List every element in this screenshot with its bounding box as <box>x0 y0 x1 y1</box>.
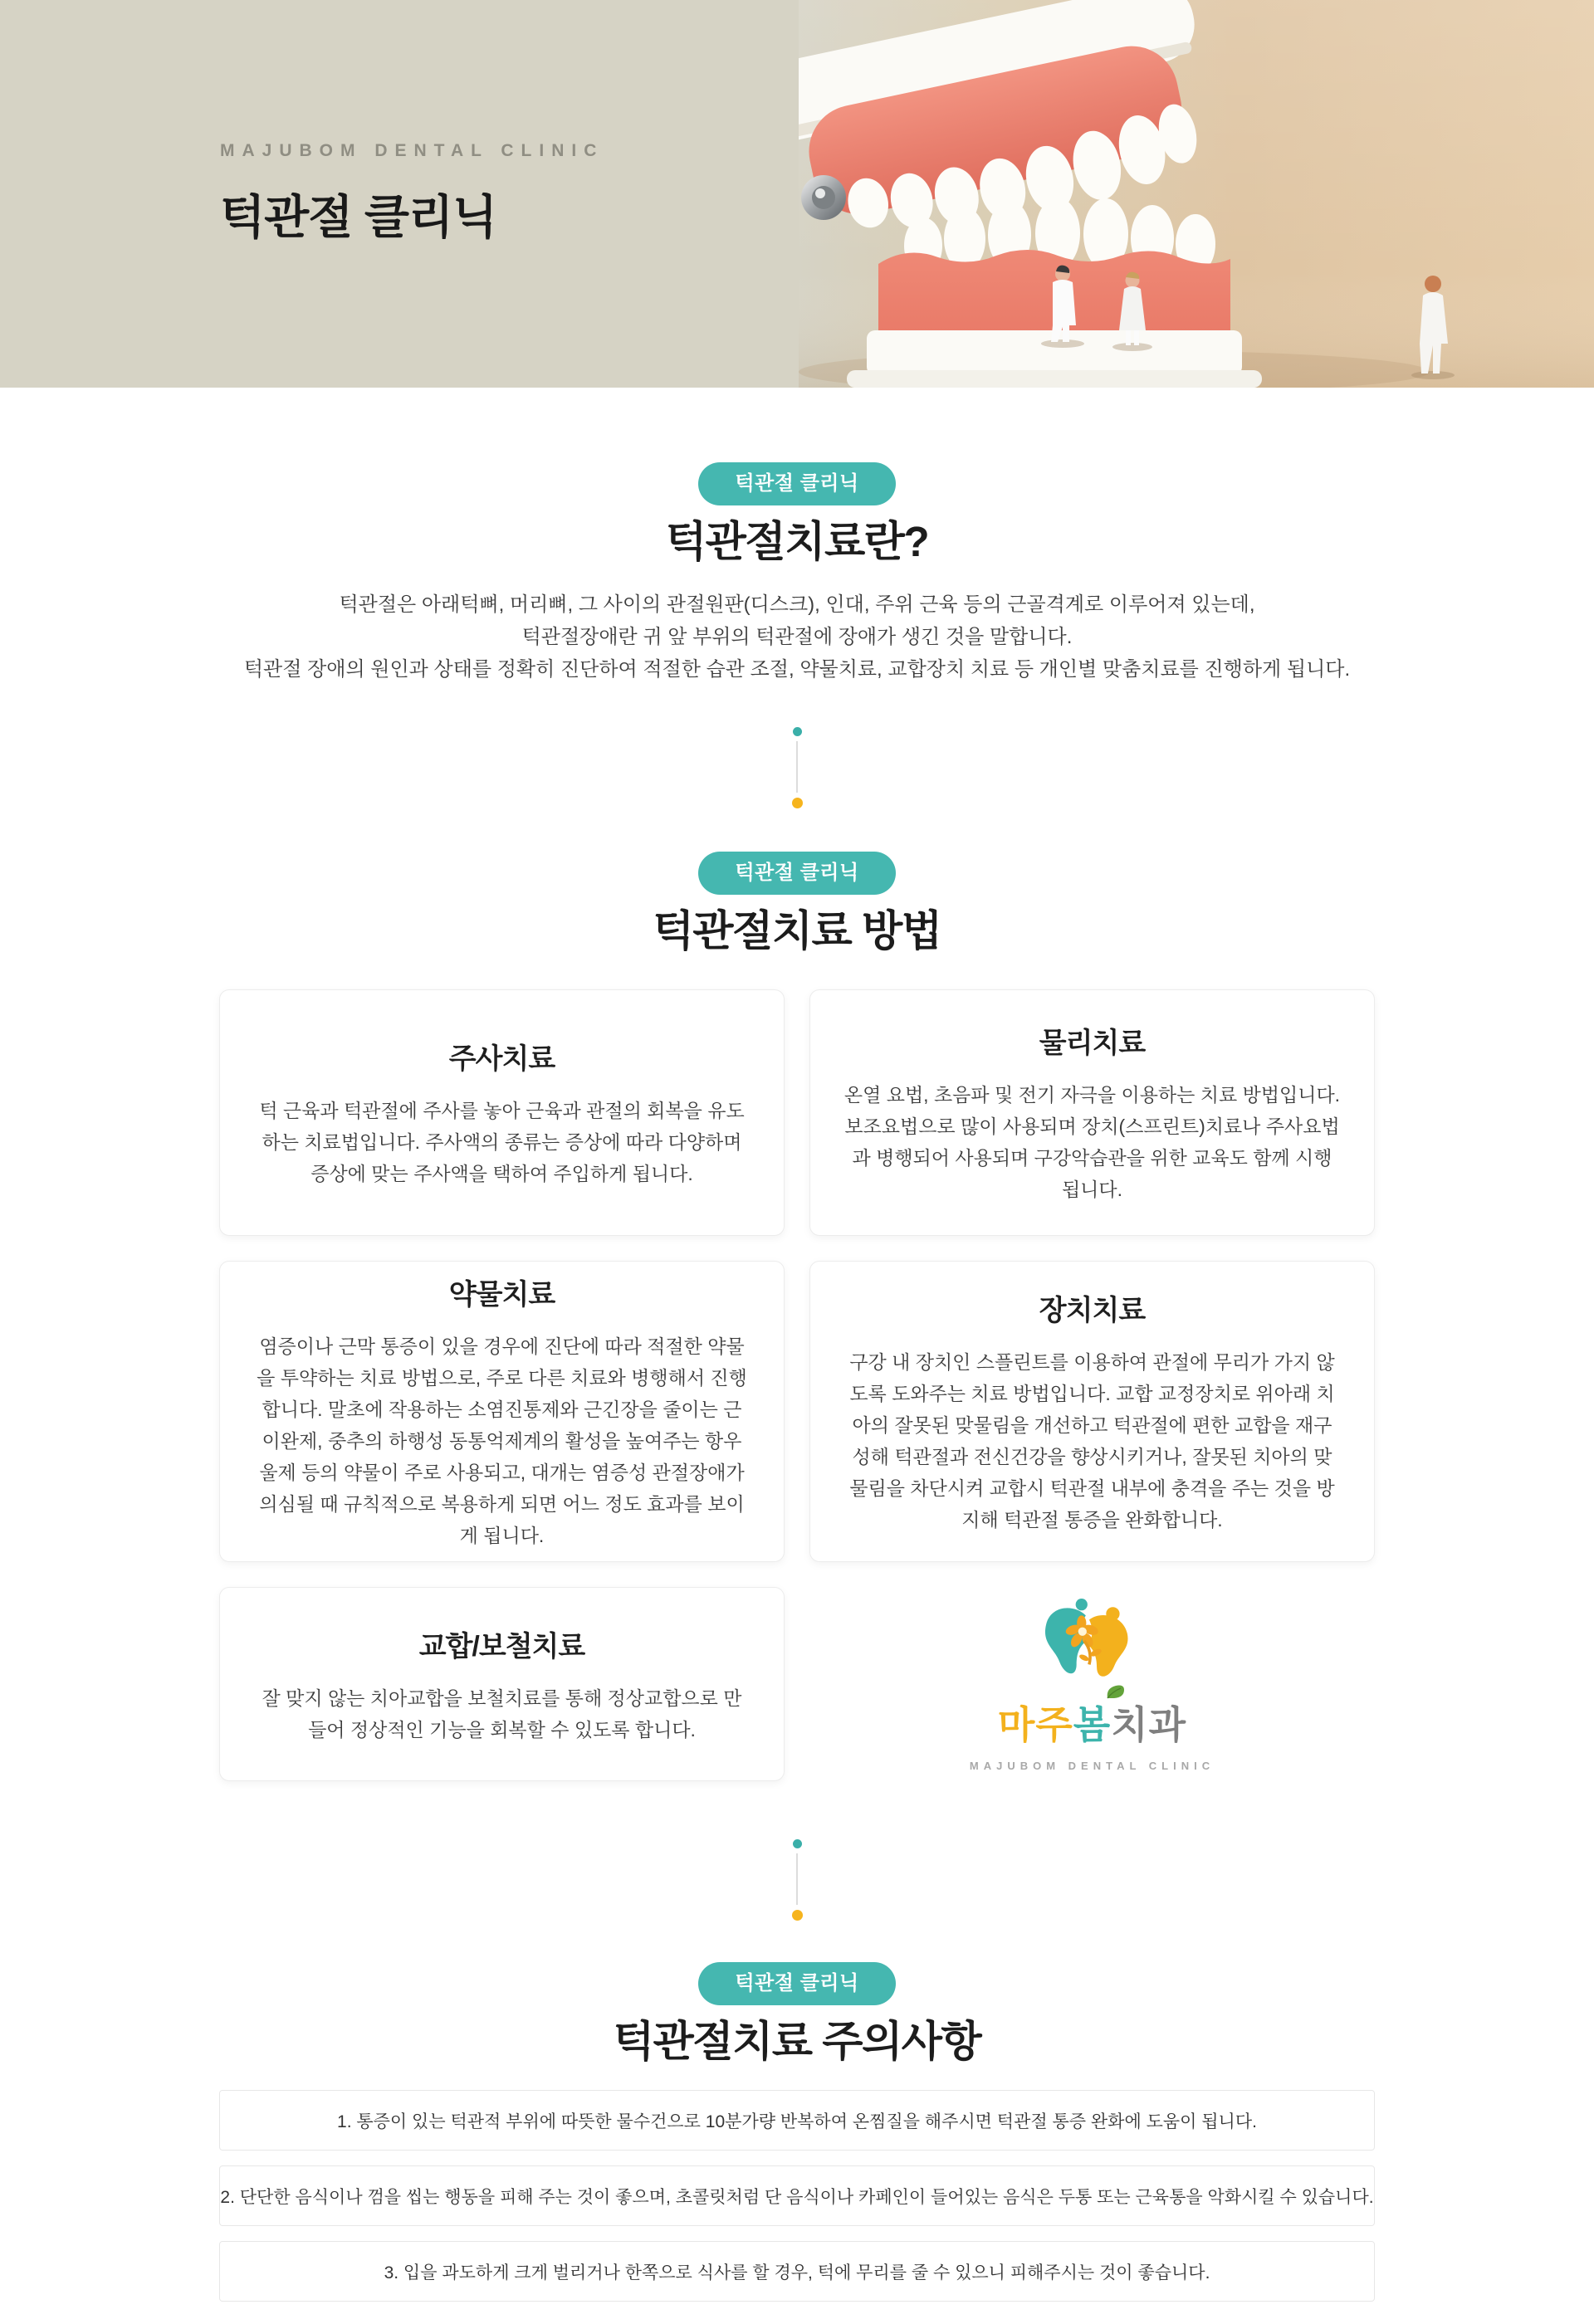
header-photo <box>799 0 1594 388</box>
card-appliance-therapy <box>809 1261 1375 1562</box>
card-injection-therapy <box>219 989 785 1236</box>
card-body: 턱 근육과 턱관절에 주사를 놓아 근육과 관절의 회복을 유도하는 치료법입니다. 주사액의 종류는 증상에 따라 다양하며 증상에 맞는 주사액을 택하여 주입하게 됩니다. <box>259 1100 745 1184</box>
header-text-block <box>220 141 604 247</box>
teal-dot-icon <box>793 1839 802 1848</box>
card-title: 약물치료 <box>448 1279 555 1311</box>
page-header <box>0 0 1594 388</box>
divider-line <box>796 741 798 793</box>
card-title: 장치치료 <box>1039 1295 1146 1326</box>
yellow-dot-icon <box>792 1910 803 1921</box>
divider-line <box>796 1853 798 1905</box>
logo-word-bom: 봄 <box>1073 1702 1112 1746</box>
card-body: 염증이나 근막 통증이 있을 경우에 진단에 따라 적절한 약물을 투약하는 치료 방법으로, 주로 다른 치료와 병행해서 진행합니다. 말초에 작용하는 소염진통제와 근긴장을 줄이는 근이완제, 중추의 하행성 동통억제계의 활성을 높여주는 항우울제 등의 약물이 주로 사용되고, 대개는 염증성 관절장애가 의심될 때 규칙적으로 복용하게 되면 어느 정도 효과를 보이게 됩니다. <box>257 1335 747 1546</box>
intro-line: 턱관절 장애의 원인과 상태를 정확히 진단하여 적절한 습관 조절, 약물치료, 교합장치 치료 등 개인별 맞춤치료를 진행하게 됩니다. <box>243 658 1351 681</box>
method-cards-grid <box>219 989 1375 1781</box>
clinic-logo-subtitle: MAJUBOM DENTAL CLINIC <box>969 1759 1215 1772</box>
clinic-logo <box>970 1597 1215 1772</box>
card-body: 온열 요법, 초음파 및 전기 자극을 이용하는 치료 방법입니다. 보조요법으로 많이 사용되며 장치(스프린트)치료나 주사요법과 병행되어 사용되며 구강악습관을 위한 교육도 함께 시행됩니다. <box>843 1084 1341 1200</box>
section-cautions <box>0 1921 1594 2302</box>
section-methods <box>0 808 1594 1921</box>
card-medication-therapy <box>219 1261 785 1562</box>
intro-paragraph <box>0 588 1594 686</box>
clinic-logo-wordmark <box>998 1695 1186 1750</box>
hinge-screw <box>801 175 846 220</box>
card-title: 교합/보철치료 <box>418 1630 585 1662</box>
leaf-icon <box>1104 1683 1126 1702</box>
section-divider <box>790 727 804 808</box>
intro-line: 턱관절은 아래턱뼈, 머리뼈, 그 사이의 관절원판(디스크), 인대, 주위 근육 등의 근골격계로 이루어져 있는데, <box>339 593 1255 616</box>
caution-list <box>219 2090 1375 2302</box>
section-divider <box>790 1839 804 1921</box>
tooth-logo-icon <box>1030 1597 1155 1690</box>
intro-heading: 턱관절치료란? <box>665 518 929 565</box>
brand-text: MAJUBOM DENTAL CLINIC <box>220 141 604 160</box>
yellow-dot-icon <box>792 798 803 808</box>
teal-dot-icon <box>793 727 802 736</box>
section-badge: 턱관절 클리닉 <box>698 852 895 895</box>
clinic-logo-cell <box>809 1587 1375 1781</box>
logo-word-majoo: 마주 <box>997 1702 1073 1746</box>
section-badge: 턱관절 클리닉 <box>698 462 895 505</box>
card-title: 물리치료 <box>1039 1028 1146 1059</box>
section-badge: 턱관절 클리닉 <box>698 1962 895 2005</box>
card-occlusion-prosthetic-therapy <box>219 1587 785 1781</box>
card-body: 잘 맞지 않는 치아교합을 보철치료를 통해 정상교합으로 만들어 정상적인 기능을 회복할 수 있도록 합니다. <box>262 1687 742 1741</box>
page-title: 턱관절 클리닉 <box>220 191 497 243</box>
caution-item: 1. 통증이 있는 턱관적 부위에 따뜻한 물수건으로 10분가량 반복하여 온찜질을 해주시면 턱관절 통증 완화에 도움이 됩니다. <box>219 2090 1375 2151</box>
dental-model-illustration <box>799 0 1594 388</box>
caution-item: 2. 단단한 음식이나 껌을 씹는 행동을 피해 주는 것이 좋으며, 초콜릿처럼 단 음식이나 카페인이 들어있는 음식은 두통 또는 근육통을 악화시킬 수 있습니다. <box>219 2165 1375 2226</box>
cautions-heading: 턱관절치료 주의사항 <box>613 2018 981 2065</box>
logo-word-chigwa: 치과 <box>1111 1702 1187 1746</box>
methods-heading: 턱관절치료 방법 <box>653 907 941 954</box>
card-title: 주사치료 <box>448 1043 555 1075</box>
caution-item: 3. 입을 과도하게 크게 벌리거나 한쪽으로 식사를 할 경우, 턱에 무리를 줄 수 있으니 피해주시는 것이 좋습니다. <box>219 2241 1375 2302</box>
card-body: 구강 내 장치인 스플린트를 이용하여 관절에 무리가 가지 않도록 도와주는 치료 방법입니다. 교합 교정장치로 위아래 치아의 잘못된 맞물림을 개선하고 턱관절에 편한 교합을 재구성해 턱관절과 전신건강을 향상시키거나, 잘못된 치아의 맞물림을 차단시켜 교합시 턱관절 내부에 충격을 주는 것을 방지해 턱관절 통증을 완화합니다. <box>849 1351 1335 1531</box>
intro-line: 턱관절장애란 귀 앞 부위의 턱관절에 장애가 생긴 것을 말합니다. <box>521 626 1073 648</box>
card-physical-therapy <box>809 989 1375 1236</box>
section-intro <box>0 388 1594 808</box>
